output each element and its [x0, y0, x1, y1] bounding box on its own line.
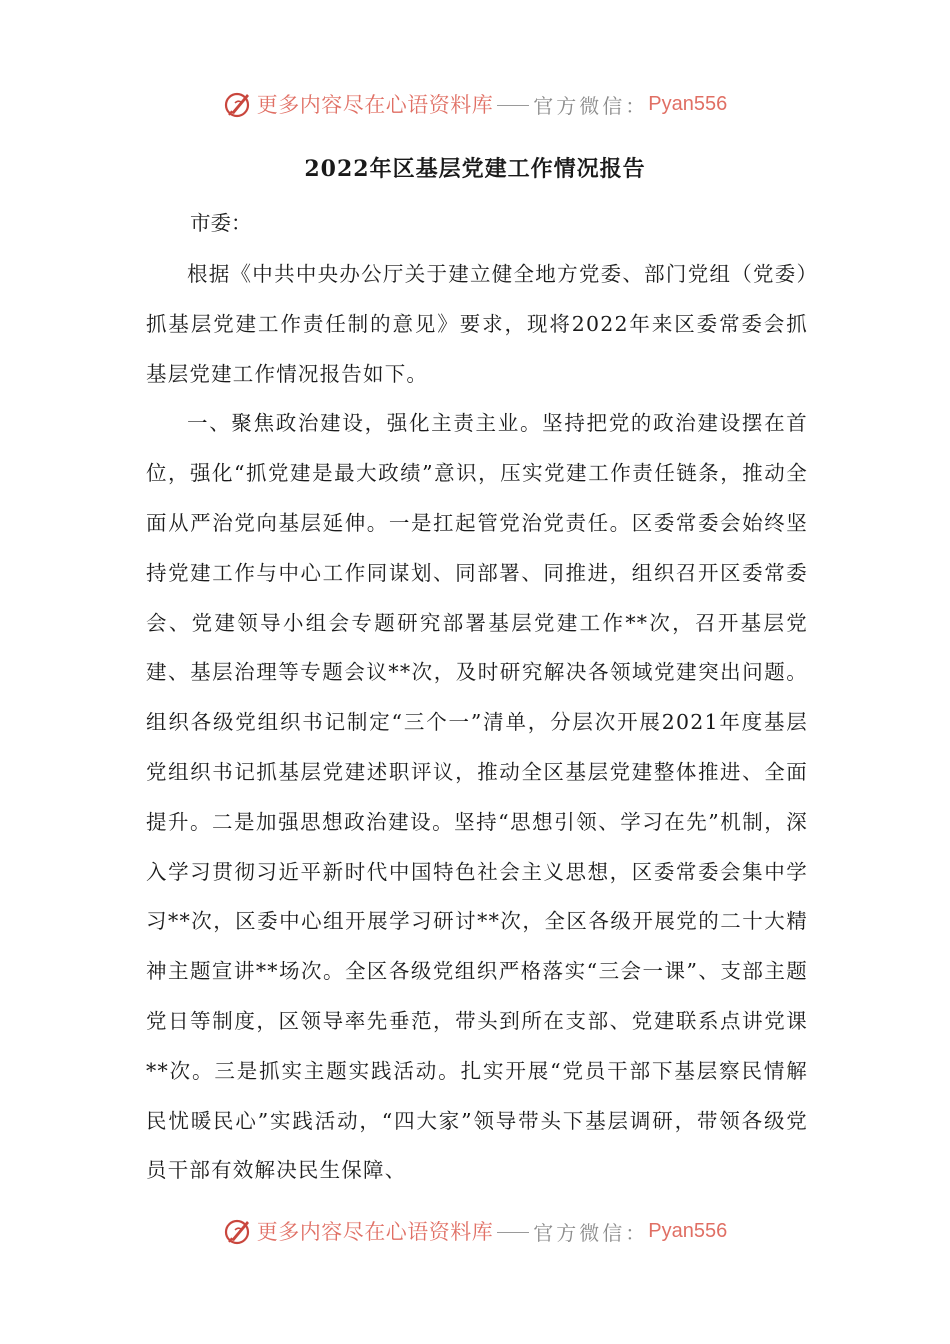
watermark-banner-top	[0, 84, 950, 124]
paragraph-section-one: 一、聚焦政治建设，强化主责主业。坚持把党的政治建设摆在首位，强化“抓党建是最大政绩”意识，压实党建工作责任链条，推动全面从严治党向基层延伸。一是扛起管党治党责任。区委常委会始终坚持党建工作与中心工作同谋划、同部署、同推进，组织召开区委常委会、党建领导小组会专题研究部署基层党建工作**次，召开基层党建、基层治理等专题会议**次，及时研究解决各领域党建突出问题。组织各级党组织书记制定“三个一”清单，分层次开展2021年度基层党组织书记抓基层党建述职评议，推动全区基层党建整体推进、全面提升。二是加强思想政治建设。坚持“思想引领、学习在先”机制，深入学习贯彻习近平新时代中国特色社会主义思想，区委常委会集中学习**次，区委中心组开展学习研讨**次，全区各级开展党的二十大精神主题宣讲**场次。全区各级党组织严格落实“三会一课”、支部主题党日等制度，区领导率先垂范，带头到所在支部、党建联系点讲党课**次。三是抓实主题实践活动。扎实开展“党员干部下基层察民情解民忧暖民心”实践活动，“四大家”领导带头下基层调研，带领各级党员干部有效解决民生保障、	[146, 411, 808, 1183]
paragraph-intro: 根据《中共中央办公厅关于建立健全地方党委、部门党组（党委）抓基层党建工作责任制的意见》要求，现将2022年来区委常委会抓基层党建工作情况报告如下。	[146, 262, 808, 386]
quill-pen-logo-icon	[223, 1216, 253, 1246]
salutation: 市委：	[190, 211, 252, 235]
watermark-banner-bottom	[0, 1211, 950, 1251]
watermark-dash	[497, 1232, 529, 1233]
watermark-label: 官方微信：	[533, 1220, 649, 1245]
document-title: 2022年区基层党建工作情况报告	[304, 156, 646, 182]
watermark-dash	[497, 105, 529, 106]
watermark-wechat-id: Pyan556	[648, 92, 728, 115]
watermark-lead-text: 更多内容尽在心语资料库	[256, 93, 494, 117]
quill-pen-logo-icon	[223, 89, 253, 119]
watermark-label: 官方微信：	[533, 93, 649, 118]
watermark-lead-text: 更多内容尽在心语资料库	[256, 1220, 494, 1244]
document-body	[146, 250, 808, 1196]
watermark-wechat-id: Pyan556	[648, 1219, 728, 1242]
